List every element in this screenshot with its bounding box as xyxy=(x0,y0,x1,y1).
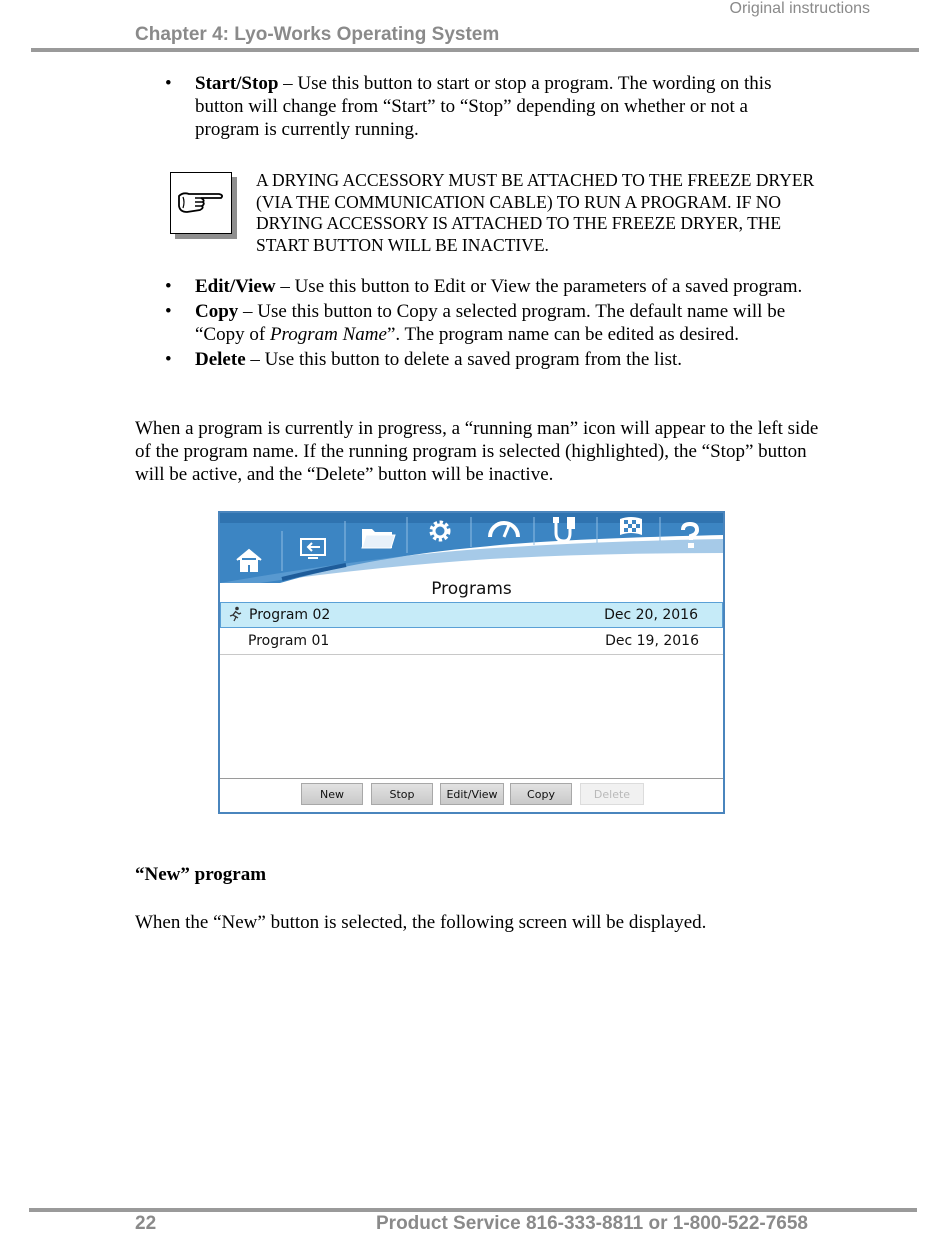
button-bar-divider xyxy=(220,778,723,779)
new-program-text: When the “New” button is selected, the following screen will be displayed. xyxy=(135,912,707,933)
desc-copy-italic: Program Name xyxy=(269,324,387,345)
nav-bar xyxy=(220,513,723,583)
copy-button[interactable]: Copy xyxy=(510,783,572,805)
screen-transfer-icon[interactable] xyxy=(298,535,328,561)
paragraph-running-man: When a program is currently in progress, a “running man” icon will appear to the left side of the program name. If the running program is selected (highlighted), the “Stop” button will be active, and the “Delete” button will be inactive. xyxy=(135,418,819,485)
header-original-instructions: Original instructions xyxy=(729,0,870,17)
program-date: Dec 20, 2016 xyxy=(604,607,698,623)
question-icon[interactable] xyxy=(678,521,702,551)
bullet-copy: • Copy – Use this button to Copy a selected program. The default name will be “Copy of Program Name”. The program name can be edited as desired. xyxy=(165,301,786,345)
term-start-stop: Start/Stop xyxy=(195,73,279,94)
program-row[interactable] xyxy=(220,602,723,628)
note-text: A DRYING ACCESSORY MUST BE ATTACHED TO THE FREEZE DRYER (VIA THE COMMUNICATION CABLE) TO RUN A PROGRAM. IF NO DRYING ACCESSORY IS ATTACHED TO THE FREEZE DRYER, THE START BUTTON WILL BE INACTIVE. xyxy=(256,170,815,255)
pointing-hand-icon xyxy=(175,188,227,216)
bullet-delete: • Delete – Use this button to delete a saved program from the list. xyxy=(165,349,683,370)
edit-view-button[interactable]: Edit/View xyxy=(440,783,504,805)
chapter-title: Chapter 4: Lyo-Works Operating System xyxy=(135,24,500,45)
usb-icon[interactable] xyxy=(550,515,582,545)
new-button[interactable]: New xyxy=(301,783,363,805)
gear-icon[interactable] xyxy=(426,517,454,545)
programs-title: Programs xyxy=(431,579,512,599)
program-name: Program 01 xyxy=(248,633,330,649)
bullet-edit-view: • Edit/View – Use this button to Edit or View the parameters of a saved program. xyxy=(165,276,803,297)
page-number: 22 xyxy=(135,1213,157,1234)
program-date: Dec 19, 2016 xyxy=(605,633,699,649)
term-copy: Copy xyxy=(195,301,239,322)
header-rule xyxy=(31,48,919,52)
gauge-icon[interactable] xyxy=(486,517,522,541)
folder-icon[interactable] xyxy=(360,523,396,551)
bullet-list-buttons xyxy=(165,275,815,371)
program-name: Program 02 xyxy=(249,607,331,623)
term-edit-view: Edit/View xyxy=(195,276,276,297)
program-row[interactable] xyxy=(220,629,723,655)
desc-copy-a: – Use this button to Copy a selected program. The default name will be “Copy of xyxy=(195,301,786,345)
delete-button[interactable]: Delete xyxy=(580,783,644,805)
home-icon[interactable] xyxy=(234,547,264,573)
product-service-line: Product Service 816-333-8811 or 1-800-522-7658 xyxy=(376,1213,808,1234)
desc-copy-b: ”. The program name can be edited as desired. xyxy=(386,324,739,345)
bullet-start-stop: • Start/Stop – Use this button to start or stop a program. The wording on this button will change from “Start” to “Stop” depending on whether or not a program is currently running. xyxy=(165,73,772,140)
desc-edit-view: – Use this button to Edit or View the parameters of a saved program. xyxy=(275,276,803,297)
checkered-flag-icon[interactable] xyxy=(616,515,646,543)
new-program-heading: “New” program xyxy=(135,864,267,885)
footer-rule xyxy=(29,1208,917,1212)
desc-start-stop: – Use this button to start or stop a program. The wording on this button will change from “Start” to “Stop” depending on whether or not a program is currently running. xyxy=(195,73,772,140)
bullet-list-start-stop xyxy=(165,72,815,141)
stop-button[interactable]: Stop xyxy=(371,783,433,805)
desc-delete: – Use this button to delete a saved program from the list. xyxy=(245,349,683,370)
term-delete: Delete xyxy=(195,349,246,370)
running-man-icon xyxy=(227,606,243,622)
note-icon-box xyxy=(170,172,232,234)
programs-screenshot xyxy=(218,511,725,814)
